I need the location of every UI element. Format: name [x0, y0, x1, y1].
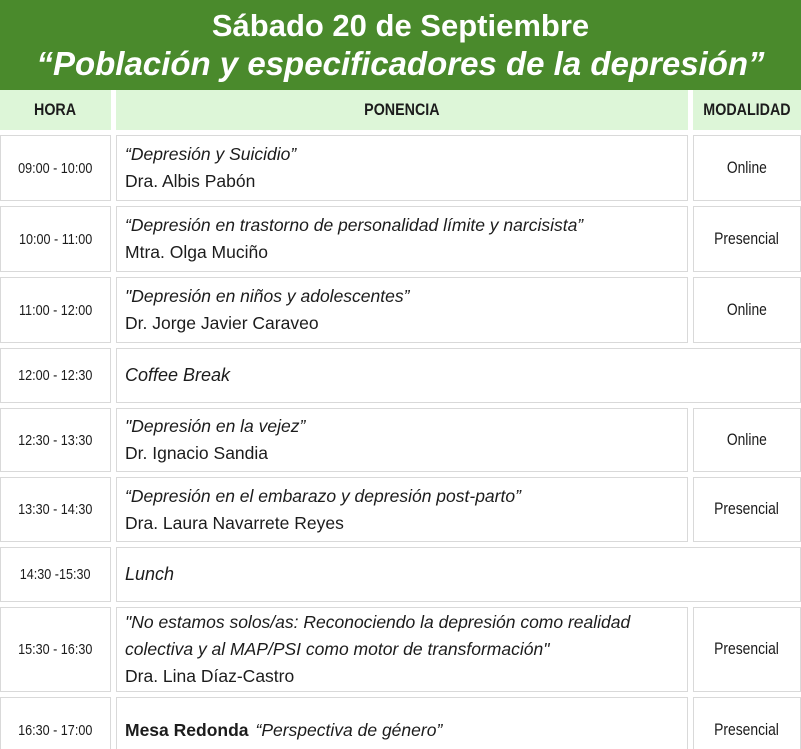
column-header-ponencia-label: PONENCIA [364, 100, 440, 119]
ponencia-cell [116, 477, 688, 542]
column-header-hora-label: HORA [34, 100, 77, 119]
modality-cell [693, 277, 801, 343]
time-cell [0, 348, 111, 403]
session-time: 14:30 -15:30 [20, 566, 91, 583]
time-cell [0, 547, 111, 602]
session-time: 11:00 - 12:00 [18, 301, 93, 319]
ponencia-cell [116, 206, 688, 272]
ponencia-cell [116, 277, 688, 343]
ponencia-cell [116, 697, 688, 749]
column-header-hora [0, 90, 111, 130]
session-title: “Depresión en el embarazo y depresión post-parto” [125, 485, 521, 506]
session-modality: Online [726, 430, 768, 449]
ponencia-cell [116, 135, 688, 201]
break-label: Lunch [125, 564, 175, 584]
schedule-table [0, 90, 801, 749]
session-speaker: Dr. Ignacio Sandia [125, 443, 269, 463]
session-speaker: Mtra. Olga Muciño [125, 242, 268, 262]
session-time: 12:30 - 13:30 [18, 431, 93, 449]
time-cell [0, 135, 111, 201]
session-time: 09:00 - 10:00 [18, 159, 93, 177]
time-cell [0, 477, 111, 542]
session-title: "Depresión en la vejez” [125, 416, 306, 436]
session-modality: Online [726, 300, 768, 319]
roundtable-line [125, 717, 442, 744]
session-title: “Depresión en trastorno de personalidad límite y narcisista” [125, 215, 584, 235]
ponencia-cell [116, 408, 688, 472]
session-title: "No estamos solos/as: Reconociendo la depresión como realidad colectiva y al MAP/PSI como motor de transformación" [125, 612, 631, 659]
session-time: 15:30 - 16:30 [18, 641, 93, 658]
session-speaker: Dra. Lina Díaz-Castro [125, 666, 295, 686]
column-header-modalidad [693, 90, 801, 130]
session-time: 12:00 - 12:30 [18, 367, 93, 384]
roundtable-label: Mesa Redonda [125, 719, 249, 740]
break-cell [116, 348, 801, 403]
modality-cell [693, 408, 801, 472]
session-modality: Presencial [714, 229, 780, 248]
modality-cell [693, 206, 801, 272]
banner-date: Sábado 20 de Septiembre [211, 7, 590, 43]
session-time: 16:30 - 17:00 [18, 721, 93, 739]
session-title: “Depresión y Suicidio” [125, 144, 297, 164]
modality-cell [693, 135, 801, 201]
banner-theme: “Población y especificadores de la depresión” [36, 44, 765, 82]
session-title: “Perspectiva de género” [255, 719, 443, 740]
session-title: "Depresión en niños y adolescentes” [125, 286, 410, 306]
time-cell [0, 408, 111, 472]
title-banner [0, 0, 801, 90]
modality-cell [693, 477, 801, 542]
time-cell [0, 277, 111, 343]
modality-cell [693, 697, 801, 749]
time-cell [0, 206, 111, 272]
session-modality: Online [726, 158, 768, 177]
modality-cell [693, 607, 801, 692]
session-speaker: Dra. Laura Navarrete Reyes [125, 512, 344, 533]
session-modality: Presencial [714, 500, 780, 518]
session-speaker: Dr. Jorge Javier Caraveo [125, 313, 319, 333]
session-time: 10:00 - 11:00 [18, 230, 93, 248]
ponencia-cell [116, 607, 688, 692]
break-cell [116, 547, 801, 602]
time-cell [0, 697, 111, 749]
session-modality: Presencial [714, 640, 780, 658]
break-label: Coffee Break [125, 365, 231, 385]
session-time: 13:30 - 14:30 [18, 501, 93, 518]
column-header-ponencia [116, 90, 688, 130]
column-header-modalidad-label: MODALIDAD [703, 100, 791, 119]
session-modality: Presencial [714, 720, 780, 739]
time-cell [0, 607, 111, 692]
session-speaker: Dra. Albis Pabón [125, 171, 256, 191]
